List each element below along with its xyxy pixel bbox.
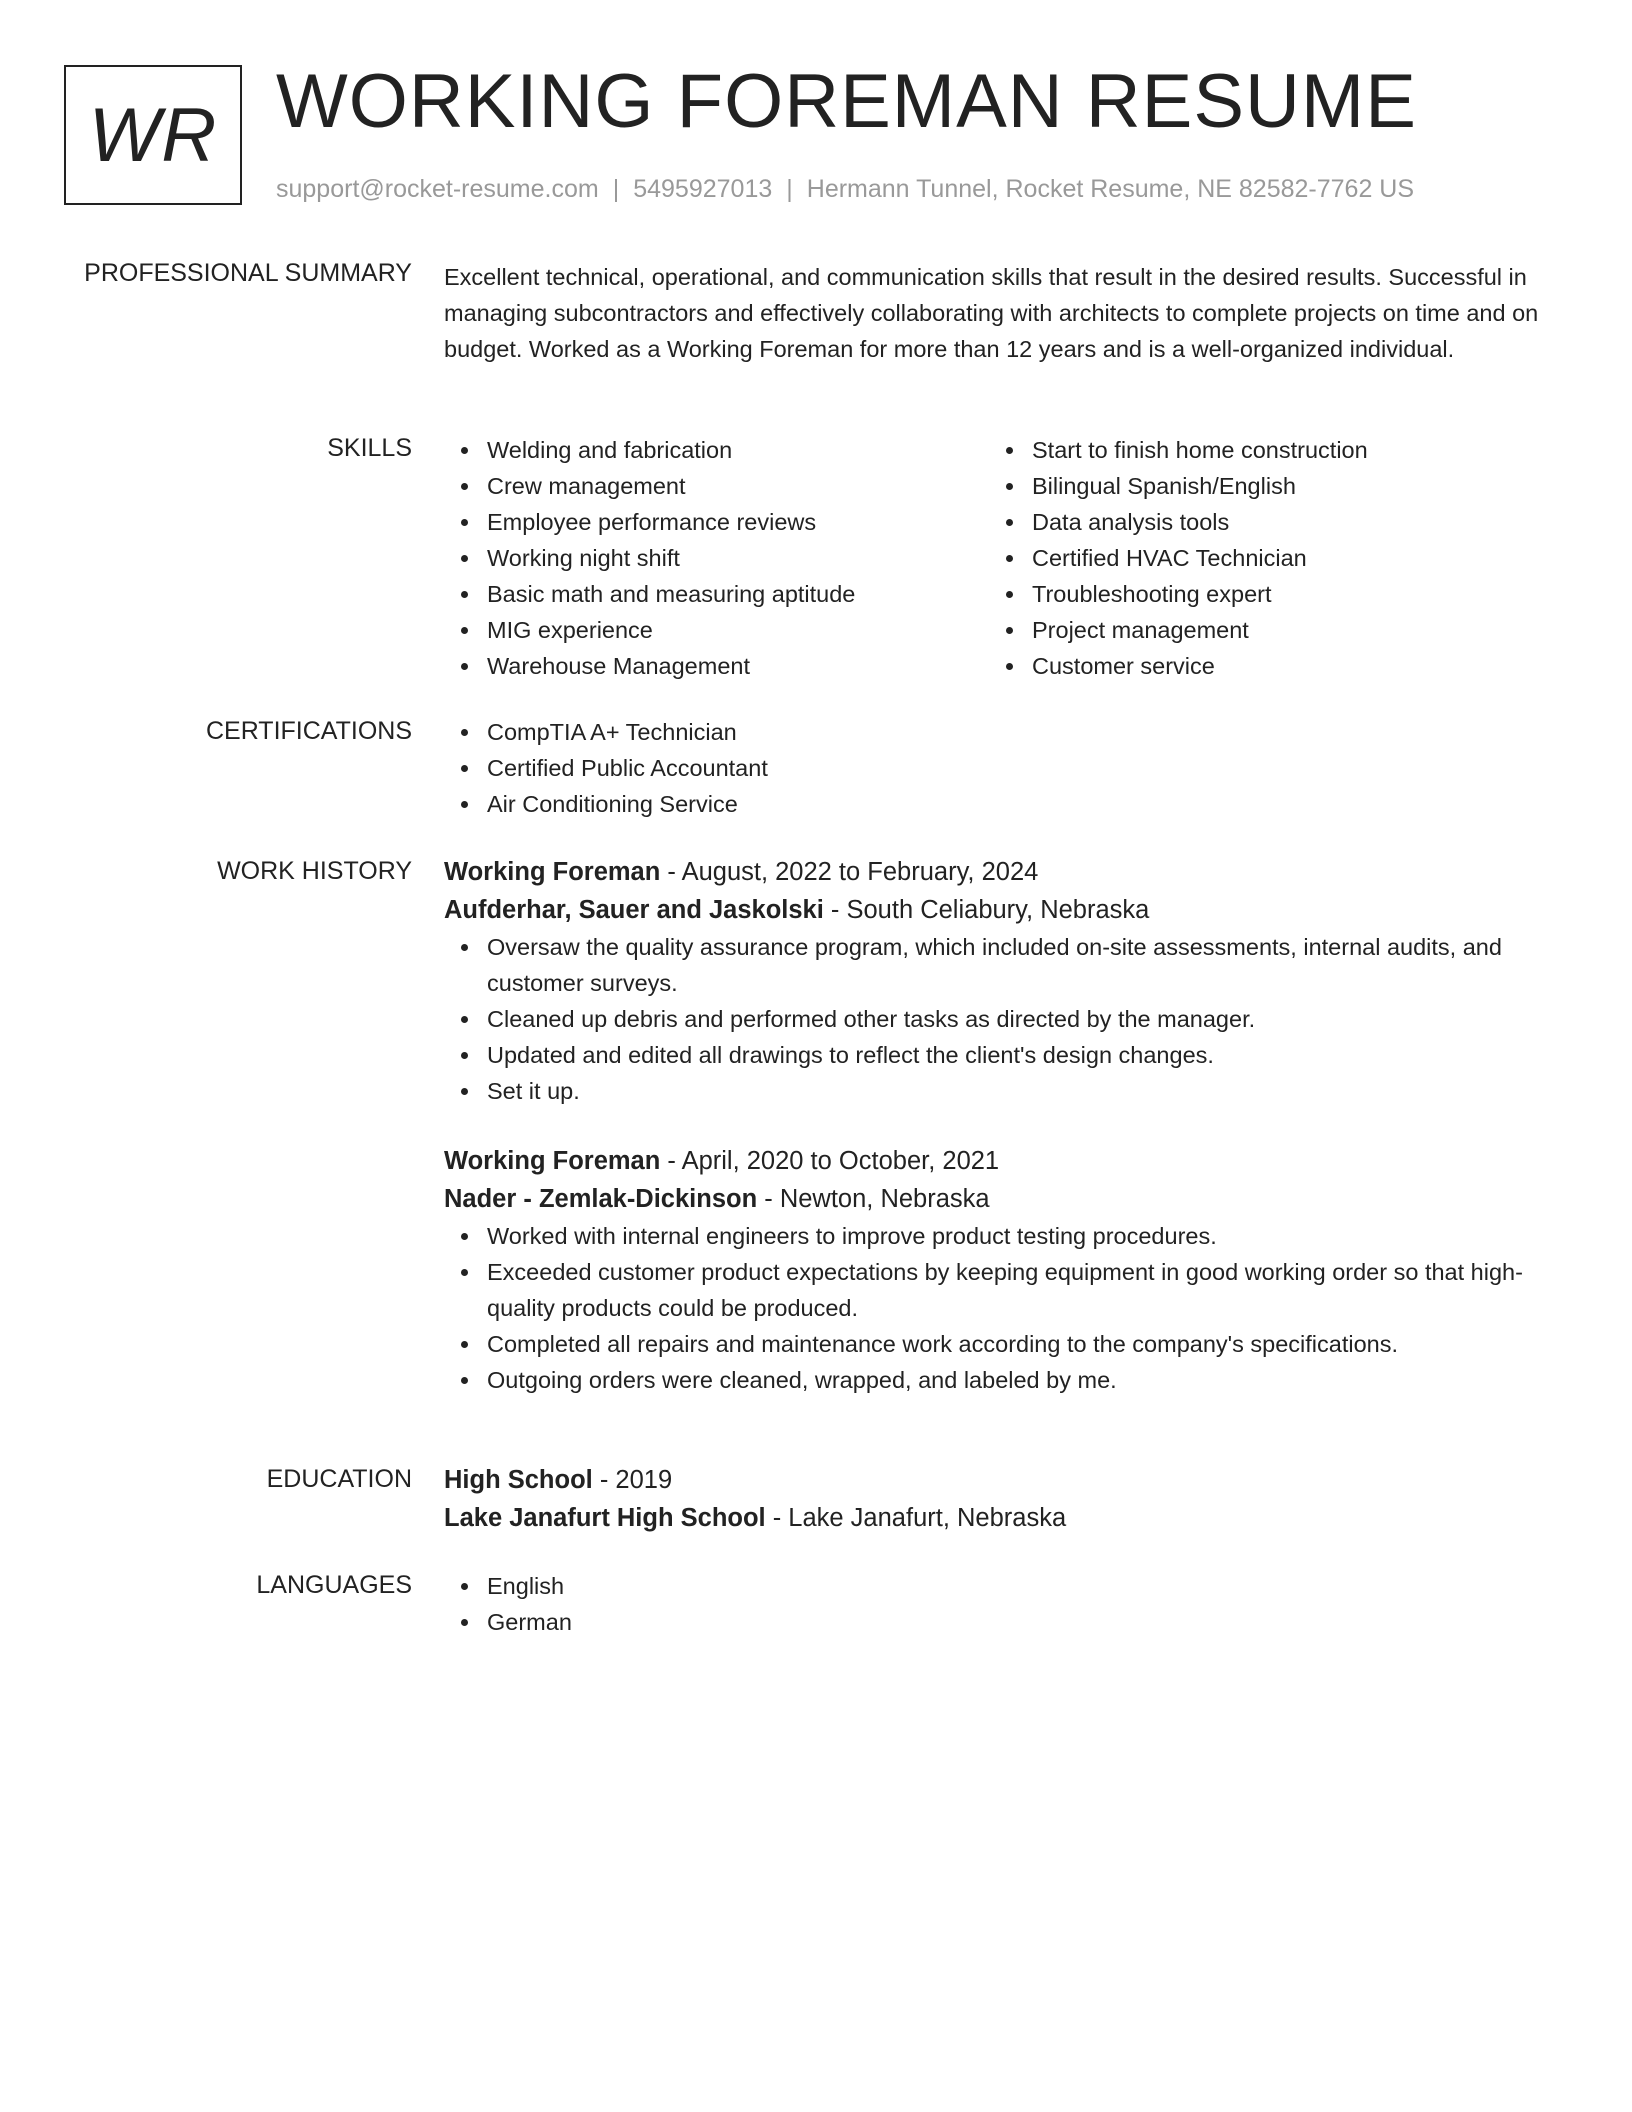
job-entry bbox=[444, 1142, 1564, 1398]
education-location: - Lake Janafurt, Nebraska bbox=[765, 1504, 1067, 1532]
skill-item: Welding and fabrication bbox=[444, 432, 989, 468]
skill-item: Troubleshooting expert bbox=[989, 576, 1534, 612]
job-duty-item: Cleaned up debris and performed other tasks as directed by the manager. bbox=[444, 1001, 1564, 1037]
section-label-languages: LANGUAGES bbox=[256, 1571, 412, 1599]
work-history-body bbox=[444, 853, 1564, 1398]
certifications-list bbox=[444, 714, 1564, 822]
contact-email: support@rocket-resume.com bbox=[276, 175, 599, 203]
skill-item: Employee performance reviews bbox=[444, 504, 989, 540]
contact-line bbox=[276, 174, 1414, 204]
certification-item: CompTIA A+ Technician bbox=[444, 714, 1564, 750]
job-duty-item: Oversaw the quality assurance program, which included on-site assessments, internal audits, and customer surveys. bbox=[444, 929, 1564, 1001]
job-company: Nader - Zemlak-Dickinson bbox=[444, 1185, 758, 1213]
language-item: English bbox=[444, 1568, 1564, 1604]
skill-item: Crew management bbox=[444, 468, 989, 504]
section-label-summary: PROFESSIONAL SUMMARY bbox=[84, 259, 412, 287]
certification-item: Certified Public Accountant bbox=[444, 750, 1564, 786]
job-duties-list bbox=[444, 929, 1564, 1109]
education-school-line bbox=[444, 1499, 1564, 1537]
skill-item: Working night shift bbox=[444, 540, 989, 576]
education-body bbox=[444, 1461, 1564, 1537]
job-duty-item: Exceeded customer product expectations by keeping equipment in good working order so that high-quality products could be produced. bbox=[444, 1254, 1564, 1326]
job-duty-item: Set it up. bbox=[444, 1073, 1564, 1109]
job-title-line bbox=[444, 1142, 1564, 1180]
job-duties-list bbox=[444, 1218, 1564, 1398]
monogram-logo: WR bbox=[64, 65, 242, 205]
job-duty-item: Updated and edited all drawings to reflect the client's design changes. bbox=[444, 1037, 1564, 1073]
certification-item: Air Conditioning Service bbox=[444, 786, 1564, 822]
section-label-work-history: WORK HISTORY bbox=[217, 857, 412, 885]
contact-separator: | bbox=[612, 175, 620, 203]
certifications-body bbox=[444, 714, 1564, 822]
skill-item: Basic math and measuring aptitude bbox=[444, 576, 989, 612]
skills-columns bbox=[444, 432, 1564, 684]
education-year: - 2019 bbox=[592, 1466, 673, 1494]
job-location: - South Celiabury, Nebraska bbox=[823, 896, 1150, 924]
job-title-line bbox=[444, 853, 1564, 891]
skills-list-left bbox=[444, 432, 989, 684]
contact-separator: | bbox=[786, 175, 793, 203]
education-school: Lake Janafurt High School bbox=[444, 1504, 766, 1532]
job-duty-item: Outgoing orders were cleaned, wrapped, and labeled by me. bbox=[444, 1362, 1564, 1398]
page-title: WORKING FOREMAN RESUME bbox=[276, 59, 1417, 144]
job-dates: - August, 2022 to February, 2024 bbox=[660, 858, 1039, 886]
skill-item: Project management bbox=[989, 612, 1534, 648]
job-company: Aufderhar, Sauer and Jaskolski bbox=[444, 896, 824, 924]
job-entry bbox=[444, 853, 1564, 1109]
summary-text: Excellent technical, operational, and communication skills that result in the desired results. Successful in managing subcontractors and effectively collaborating with architects to complete projects on time and on budget. Worked as a Working Foreman for more than 12 years and is a well-organized individual. bbox=[444, 264, 1539, 362]
skill-item: Warehouse Management bbox=[444, 648, 989, 684]
skill-item: MIG experience bbox=[444, 612, 989, 648]
languages-list bbox=[444, 1568, 1564, 1640]
skills-list-right bbox=[989, 432, 1534, 684]
skill-item: Data analysis tools bbox=[989, 504, 1534, 540]
education-degree-line bbox=[444, 1461, 1564, 1499]
section-label-education: EDUCATION bbox=[266, 1465, 412, 1493]
contact-phone: 5495927013 bbox=[633, 175, 773, 203]
language-item: German bbox=[444, 1604, 1564, 1640]
job-dates: - April, 2020 to October, 2021 bbox=[660, 1147, 1000, 1175]
job-title: Working Foreman bbox=[444, 858, 661, 886]
skill-item: Customer service bbox=[989, 648, 1534, 684]
languages-body bbox=[444, 1568, 1564, 1640]
job-duty-item: Completed all repairs and maintenance work according to the company's specifications. bbox=[444, 1326, 1564, 1362]
education-degree: High School bbox=[444, 1466, 593, 1494]
job-title: Working Foreman bbox=[444, 1147, 661, 1175]
section-label-skills: SKILLS bbox=[327, 434, 412, 462]
job-duty-item: Worked with internal engineers to improve product testing procedures. bbox=[444, 1218, 1564, 1254]
skill-item: Certified HVAC Technician bbox=[989, 540, 1534, 576]
skill-item: Bilingual Spanish/English bbox=[989, 468, 1534, 504]
skills-body bbox=[444, 432, 1564, 684]
skill-item: Start to finish home construction bbox=[989, 432, 1534, 468]
section-label-certifications: CERTIFICATIONS bbox=[205, 717, 412, 745]
job-company-line bbox=[444, 1180, 1564, 1218]
contact-address: Hermann Tunnel, Rocket Resume, NE 82582-7762 US bbox=[806, 175, 1415, 203]
job-location: - Newton, Nebraska bbox=[757, 1185, 990, 1213]
job-company-line bbox=[444, 891, 1564, 929]
